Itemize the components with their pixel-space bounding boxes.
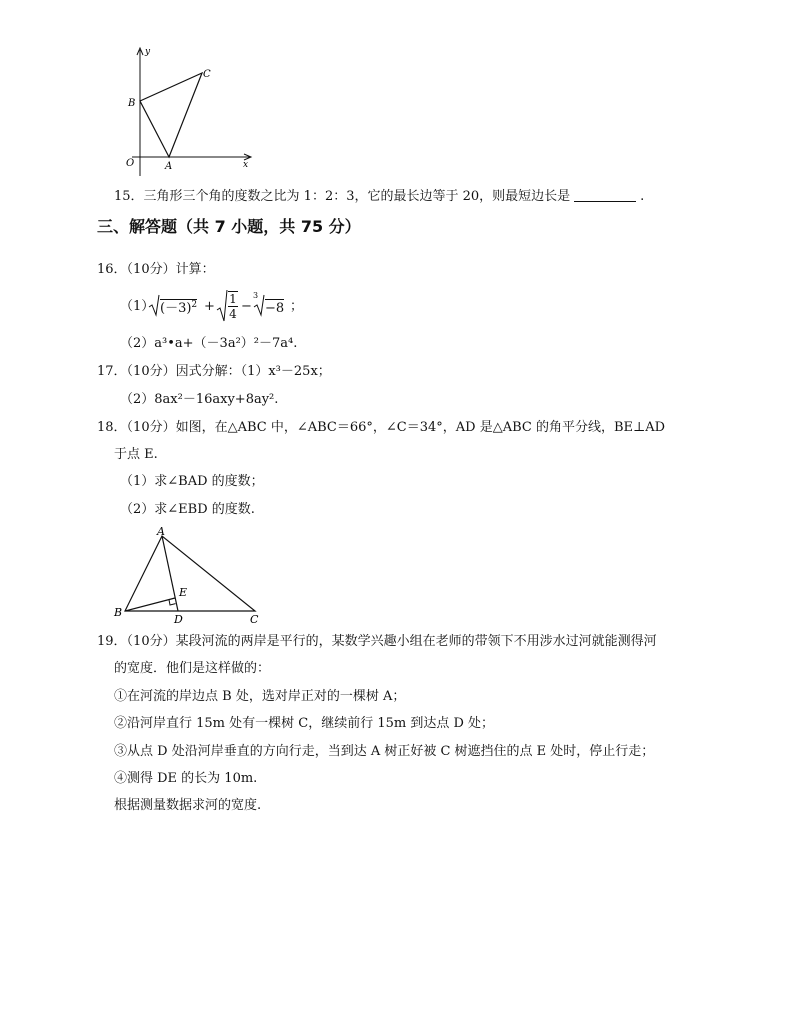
point-e-label: E xyxy=(179,586,188,599)
question-15-text: 15．三角形三个角的度数之比为 1：2：3，它的最长边等于 20，则最短边长是 xyxy=(114,189,571,204)
segment-be xyxy=(125,598,175,611)
question-18-line1: 18．（10分）如图，在△ABC 中，∠ABC＝66°，∠C＝34°，AD 是△ABC 的角平分线，BE⊥AD xyxy=(97,420,666,435)
point-c-label: C xyxy=(250,613,259,626)
question-15 xyxy=(114,189,644,205)
question-18-part1: （1）求∠BAD 的度数； xyxy=(120,474,264,489)
question-19-step4: ④测得 DE 的长为 10m. xyxy=(114,771,258,786)
radicand-1: $(-3)^2$ xyxy=(160,300,198,316)
question-19-line1: 19．（10分）某段河流的两岸是平行的，某数学兴趣小组在老师的带领下不用涉水过河就能测得河 xyxy=(97,634,657,649)
fraction-numerator: 1 xyxy=(229,292,237,306)
triangle-abc xyxy=(125,536,255,611)
origin-label: O xyxy=(126,158,135,169)
right-angle-mark xyxy=(169,600,176,605)
triangle-abc xyxy=(140,73,202,157)
point-b-label: B xyxy=(114,606,123,619)
x-label: x xyxy=(243,160,249,170)
question-17-line2: （2）8ax²－16axy+8ay². xyxy=(120,392,279,407)
part1-label: （1） xyxy=(120,299,155,314)
question-16-part2: （2）a³•a+（－3a²）²－7a⁴. xyxy=(120,336,298,351)
point-a-label: A xyxy=(165,161,173,172)
fraction xyxy=(228,291,238,321)
point-a-label: A xyxy=(157,525,165,538)
question-15-end: . xyxy=(640,189,645,204)
cube-root-index: 3 xyxy=(253,291,259,300)
question-19-step1: ①在河流的岸边点 B 处，选对岸正对的一棵树 A； xyxy=(114,689,406,704)
coordinate-figure xyxy=(110,42,260,182)
minus-sign: − xyxy=(241,299,252,314)
y-label: y xyxy=(145,47,151,57)
question-19-end: 根据测量数据求河的宽度. xyxy=(114,798,262,813)
plus-sign: + xyxy=(204,299,215,314)
radicand-3: −8 xyxy=(265,301,285,316)
section-heading: 三、解答题（共 7 小题，共 75 分） xyxy=(97,217,361,236)
answer-blank[interactable] xyxy=(574,189,636,202)
question-19-line2: 的宽度．他们是这样做的： xyxy=(114,661,271,676)
fraction-denominator: 4 xyxy=(229,307,237,321)
question-17-line1: 17．（10分）因式分解：（1）x³－25x； xyxy=(97,364,331,379)
sqrt-fraction-icon xyxy=(216,288,228,324)
point-c-label: C xyxy=(203,69,211,80)
part1-end: ； xyxy=(290,299,304,314)
question-19-step3: ③从点 D 处沿河岸垂直的方向行走，当到达 A 树正好被 C 树遮挡住的点 E 处时，停止行走； xyxy=(114,744,655,759)
point-b-label: B xyxy=(128,98,136,109)
point-d-label: D xyxy=(174,613,183,626)
question-18-part2: （2）求∠EBD 的度数. xyxy=(120,502,255,517)
sqrt-icon xyxy=(148,293,160,317)
triangle-figure xyxy=(110,524,270,628)
cube-root-icon xyxy=(253,293,265,317)
square-exponent: 2 xyxy=(191,300,198,310)
question-18-line2: 于点 E. xyxy=(114,447,158,462)
question-16-head: 16．（10分）计算： xyxy=(97,262,215,277)
question-19-step2: ②沿河岸直行 15m 处有一棵树 C，继续前行 15m 到达点 D 处； xyxy=(114,716,495,731)
